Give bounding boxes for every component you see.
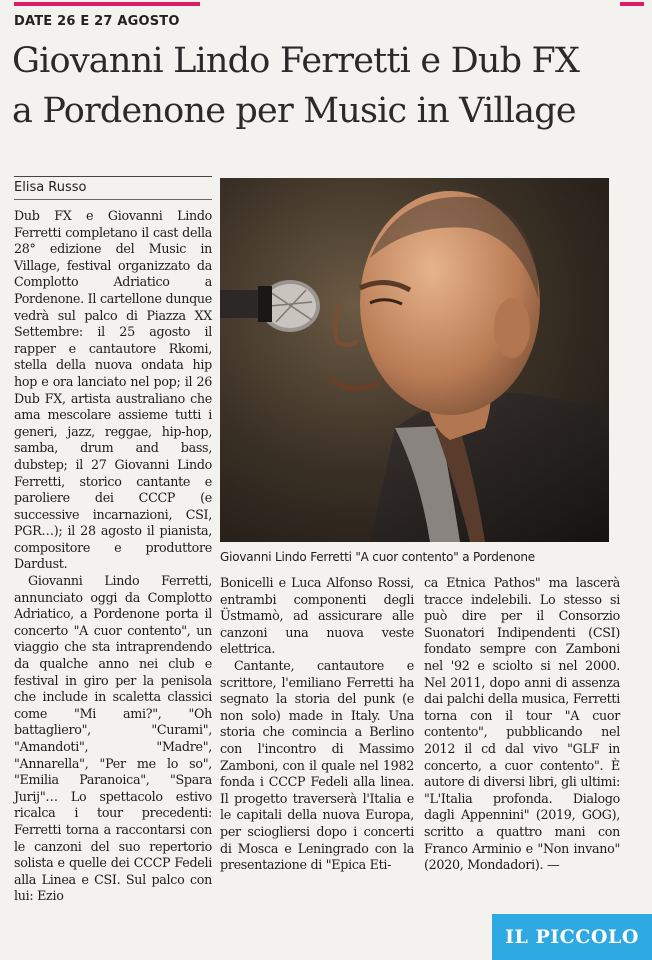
headline-line-1: Giovanni Lindo Ferretti e Dub FX xyxy=(12,41,580,81)
newspaper-logo: IL PICCOLO xyxy=(492,914,652,960)
article-photo xyxy=(220,178,609,542)
byline-rule-bottom xyxy=(14,199,212,200)
byline-rule-top xyxy=(14,176,212,177)
paragraph: ca Etnica Pathos" ma lascerà tracce indelebili. Lo stesso si può dire per il Consorzio Suonatori Indipendenti (CSI) fondato sempre con Zamboni nel '92 e sciolto si nel 2000. Nel 2011, dopo anni di assenza dai palchi della musica, Ferretti torna con il tour "A cuor contento", pubblicando nel 2012 il cd dal vivo "GLF in concerto, a cuor contento". È autore di diversi libri, gli ultimi: "L'Italia profonda. Dialogo dagli Appennini" (2019, GOG), scritto a quattro mani con Franco Arminio e "Non invano" (2020, Mondadori). — xyxy=(424,575,620,873)
top-accent-rule xyxy=(14,2,200,6)
byline-author: Elisa Russo xyxy=(14,180,87,195)
article-column-3 xyxy=(424,575,620,874)
headline xyxy=(12,36,642,136)
article-column-2 xyxy=(220,575,414,874)
kicker: DATE 26 E 27 AGOSTO xyxy=(14,14,180,29)
paragraph: Dub FX e Giovanni Lindo Ferretti completano il cast della 28° edizione del Music in Village, festival organizzato da Complotto Adriatico a Pordenone. Il cartellone dunque vedrà sul palco di Piazza XX Settembre: il 25 agosto il rapper e cantautore Rkomi, stella della nuova ondata hip hop e ora lanciato nel pop; il 26 Dub FX, artista australiano che ama mescolare assieme tutti i generi, jazz, reggae, hip-hop, samba, drum and bass, dubstep; il 27 Giovanni Lindo Ferretti, storico cantante e paroliere dei CCCP (e successive incarnazioni, CSI, PGR…); il 28 agosto il pianista, compositore e produttore Dardust. xyxy=(14,208,212,572)
paragraph: Bonicelli e Luca Alfonso Rossi, entrambi componenti degli Üstmamò, ad assicurare alle canzoni una nuova veste elettrica. xyxy=(220,575,414,657)
paragraph: Giovanni Lindo Ferretti, annunciato oggi da Complotto Adriatico, a Pordenone porta il concerto "A cuor contento", un viaggio che sta intraprendendo da qualche anno nei club e festival in giro per la penisola che include in scaletta classici come "Mi ami?", "Oh battagliero", "Curami", "Amandoti", "Madre", "Annarella", "Per me lo so", "Emilia Paranoica", "Spara Jurij"… Lo spettacolo estivo ricalca i tour precedenti: Ferretti torna a raccontarsi con le canzoni del suo repertorio solista e quelle dei CCCP Fedeli alla Linea e CSI. Sul palco con lui: Ezio xyxy=(14,573,212,904)
article-column-1 xyxy=(14,208,212,905)
photo-caption: Giovanni Lindo Ferretti "A cuor contento" a Pordenone xyxy=(220,550,535,564)
headline-line-2: a Pordenone per Music in Village xyxy=(12,91,576,131)
singer-photo-illustration xyxy=(220,178,609,542)
top-accent-rule-right xyxy=(620,2,644,6)
paragraph: Cantante, cantautore e scrittore, l'emiliano Ferretti ha segnato la storia del punk (e non solo) made in Italy. Una storia che comincia a Berlino con l'incontro di Massimo Zamboni, con il quale nel 1982 fonda i CCCP Fedeli alla linea. Il progetto traverserà l'Italia e le capitali della nuova Europa, per sciogliersi dopo i concerti di Mosca e Leningrado con la presentazione di "Epica Eti- xyxy=(220,657,414,873)
